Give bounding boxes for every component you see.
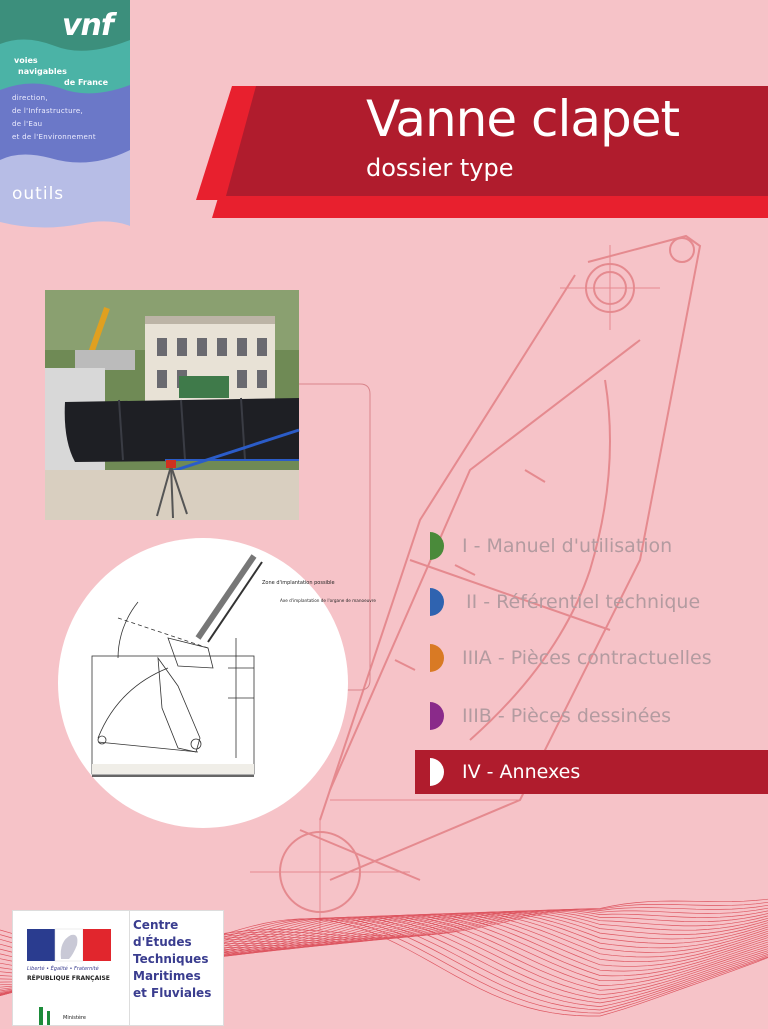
menu-item-label: II - Référentiel technique bbox=[466, 591, 701, 613]
menu-item-label: I - Manuel d'utilisation bbox=[462, 535, 673, 557]
cetmef-name: Centre d'Études Techniques Maritimes et Fluviales bbox=[133, 918, 212, 1000]
vnf-direction-line: de l'Infrastructure, bbox=[12, 107, 83, 115]
menu-item-pieces-dessinees[interactable] bbox=[430, 701, 671, 731]
vnf-mark: vnf bbox=[62, 8, 113, 43]
republique-francaise-logo bbox=[13, 911, 130, 1025]
vnf-direction-line: et de l'Environnement bbox=[12, 133, 96, 141]
republique-name: RÉPUBLIQUE FRANÇAISE bbox=[27, 975, 110, 982]
document-subtitle: dossier type bbox=[366, 154, 514, 182]
menu-item-referentiel[interactable] bbox=[430, 587, 700, 617]
menu-item-label: IIIB - Pièces dessinées bbox=[462, 705, 672, 727]
menu-item-label: IIIA - Pièces contractuelles bbox=[462, 647, 712, 669]
menu-bullet-icon bbox=[430, 644, 444, 672]
drawing-label-zone: Zone d'implantation possible bbox=[262, 580, 335, 586]
vnf-line-de-france: de France bbox=[64, 78, 109, 87]
menu-bullet-icon bbox=[430, 588, 444, 616]
menu-item-pieces-contractuelles[interactable] bbox=[430, 643, 712, 673]
menu-bullet-icon bbox=[430, 758, 444, 786]
vnf-direction-line: direction, bbox=[12, 94, 48, 102]
ministere-label: Ministère bbox=[63, 1015, 86, 1021]
vnf-line-voies: voies bbox=[14, 56, 38, 65]
menu-bullet-icon bbox=[430, 702, 444, 730]
site-photo bbox=[45, 290, 299, 520]
vnf-direction-line: de l'Eau bbox=[12, 120, 43, 128]
menu-bullet-icon bbox=[430, 532, 444, 560]
vnf-line-navigables: navigables bbox=[18, 67, 67, 76]
menu-item-annexes[interactable] bbox=[430, 757, 580, 787]
republique-motto: Liberté • Égalité • Fraternité bbox=[27, 966, 99, 972]
outils-label: outils bbox=[12, 184, 65, 204]
menu-item-manuel[interactable] bbox=[430, 531, 672, 561]
technical-drawing bbox=[58, 538, 376, 828]
document-title: Vanne clapet bbox=[366, 90, 680, 148]
menu-item-label: IV - Annexes bbox=[462, 761, 581, 783]
drawing-label-axe: Axe d'implantation de l'organe de manoeuvre bbox=[280, 598, 376, 603]
partner-logos bbox=[12, 910, 224, 1026]
vnf-logo bbox=[0, 0, 130, 234]
